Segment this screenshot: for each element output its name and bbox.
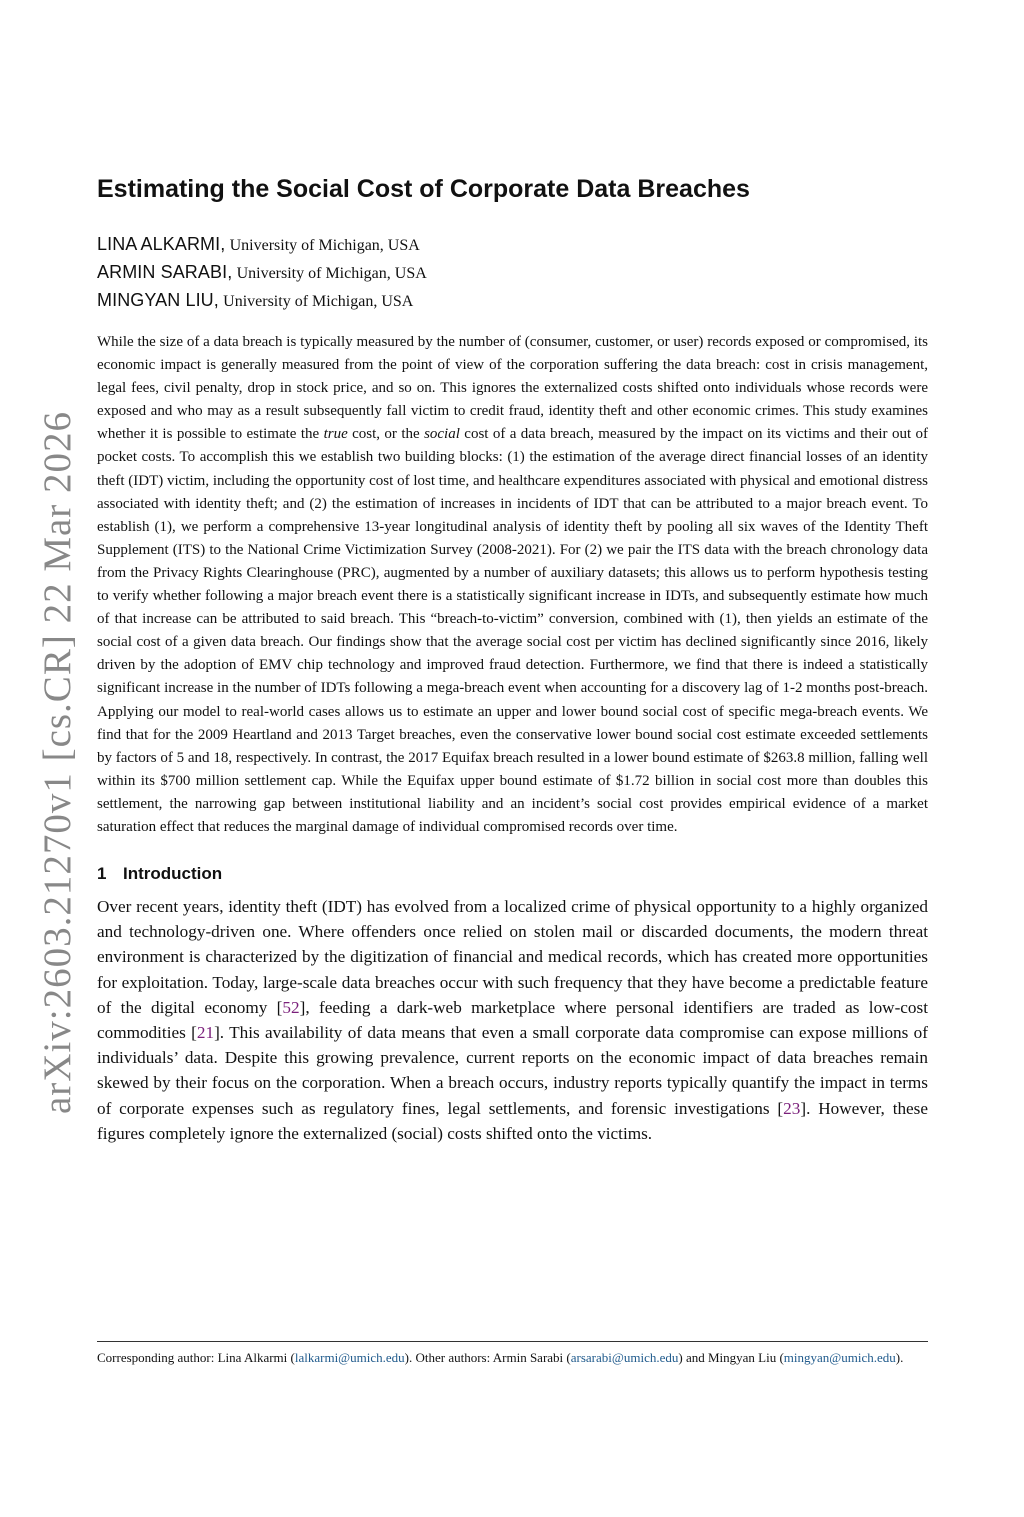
author-name: LINA ALKARMI, [97,234,226,254]
abstract-emphasis-true: true [323,426,348,443]
paper-body [97,172,928,1146]
email-link-arsarabi[interactable]: arsarabi@umich.edu [570,1350,679,1365]
author-name: MINGYAN LIU, [97,290,219,310]
citation-link[interactable]: 52 [282,997,300,1017]
paper-title: Estimating the Social Cost of Corporate Data Breaches [97,175,750,203]
arxiv-identifier [20,382,96,1142]
footnote [97,1347,928,1369]
footnote-text: Corresponding author: Lina Alkarmi ( [97,1350,295,1365]
abstract [97,331,928,839]
email-link-mingyan[interactable]: mingyan@umich.edu [783,1350,896,1365]
citation-link[interactable]: 23 [783,1098,801,1118]
abstract-text: cost, or the [347,426,425,443]
paragraph-text: ]. However, these figures completely ignore the externalized (social) costs shifted onto the victims. [97,1098,929,1143]
section-title: Introduction [123,864,223,884]
author-entry [97,287,928,315]
author-affiliation: University of Michigan, USA [236,265,427,282]
abstract-text: cost of a data breach, measured by the impact on its victims and their out of pocket costs. To accomplish this we establish two building blocks: (1) the estimation of the average direct financial losses of an identity theft (IDT) victim, including the opportunity cost of lost time, and healthcare expenditures associated with physical and emotional distress associated with identity theft; and (2) the estimation of increases in incidents of IDT that can be attributed to a major breach event. To establish (1), we perform a comprehensive 13-year longitudinal analysis of identity theft by pooling all six waves of the Identity Theft Supplement (ITS) to the National Crime Victimization Survey (2008-2021). For (2) we pair the ITS data with the breach chronology data from the Privacy Rights Clearinghouse (PRC), augmented by a number of auxiliary datasets; this allows us to perform hypothesis testing to verify whether following a major breach event there is a statistically significant increase in IDTs, and subsequently estimate how much of that increase can be attributed to said breach. This “breach-to-victim” conversion, combined with (1), then yields an estimate of the social cost of a given data breach. Our findings show that the average social cost per victim has declined significantly since 2016, likely driven by the adoption of EMV chip technology and improved fraud detection. Furthermore, we find that there is indeed a statistically significant increase in the number of IDTs following a mega-breach event when accounting for a discovery lag of 1-2 months post-breach. Applying our model to real-world cases allows us to estimate an upper and lower bound social cost of specific mega-breach events. We find that for the 2009 Heartland and 2013 Target breaches, even the conservative lower bound social cost estimate exceeded settlements by factors of 5 and 18, respectively. In contrast, the 2017 Equifax breach resulted in a lower bound estimate of $263.8 million, falling well within its $700 million settlement cap. While the Equifax upper bound estimate of $1.72 billion in social cost more than doubles this settlement, the narrowing gap between institutional liability and an incident’s social cost provides empirical evidence of a market saturation effect that reduces the marginal damage of individual compromised records over time. [97,426,929,835]
introduction-paragraph [97,894,928,1146]
author-name: ARMIN SARABI, [97,262,233,282]
author-affiliation: University of Michigan, USA [229,237,420,254]
author-affiliation: University of Michigan, USA [223,293,414,310]
paragraph-text: Over recent years, identity theft (IDT) has evolved from a localized crime of physical opportunity to a highly organized and technology-driven one. Where offenders once relied on stolen mail or discarded documents, the modern threat environment is characterized by the digitization of financial and medical records, which has created more opportunities for exploitation. Today, large-scale data breaches occur with such frequency that they have become a predictable feature of the digital economy [ [97,897,928,1017]
author-entry [97,259,928,287]
arxiv-identifier-text: arXiv:2603.21270v1 [cs.CR] 22 Mar 2026 [36,410,80,1114]
paragraph-text: ]. This availability of data means that even a small corporate data compromise can expose millions of individuals’ data. Despite this growing prevalence, current reports on the economic impact of data breaches remain skewed by their focus on the corporation. When a breach occurs, industry reports typically quantify the impact in terms of corporate expenses such as regulatory fines, legal settlements, and forensic investigations [ [97,1023,928,1118]
author-list [97,231,928,315]
footnote-text: ). [895,1350,904,1365]
abstract-emphasis-social: social [424,426,460,443]
email-link-lalkarmi[interactable]: lalkarmi@umich.edu [294,1350,405,1365]
footnote-text: ). Other authors: Armin Sarabi ( [404,1350,571,1365]
footnote-divider [97,1341,928,1342]
section-number: 1 [97,864,107,884]
paragraph-text: ], feeding a dark-web marketplace where personal identifiers are traded as low-cost commodities [ [97,997,928,1043]
abstract-text: While the size of a data breach is typically measured by the number of (consumer, customer, or user) records exposed or compromised, its economic impact is generally measured from the point of view of the corporation suffering the data breach: cost in crisis management, legal fees, civil penalty, drop in stock price, and so on. This ignores the externalized costs shifted onto individuals whose records were exposed and who may as a result subsequently fall victim to credit fraud, identity theft and other economic crimes. This study examines whether it is possible to estimate the [97,334,928,443]
footnote-text: ) and Mingyan Liu ( [678,1350,784,1365]
section-heading-introduction [97,861,928,887]
citation-link[interactable]: 21 [196,1023,215,1043]
author-entry [97,231,928,259]
